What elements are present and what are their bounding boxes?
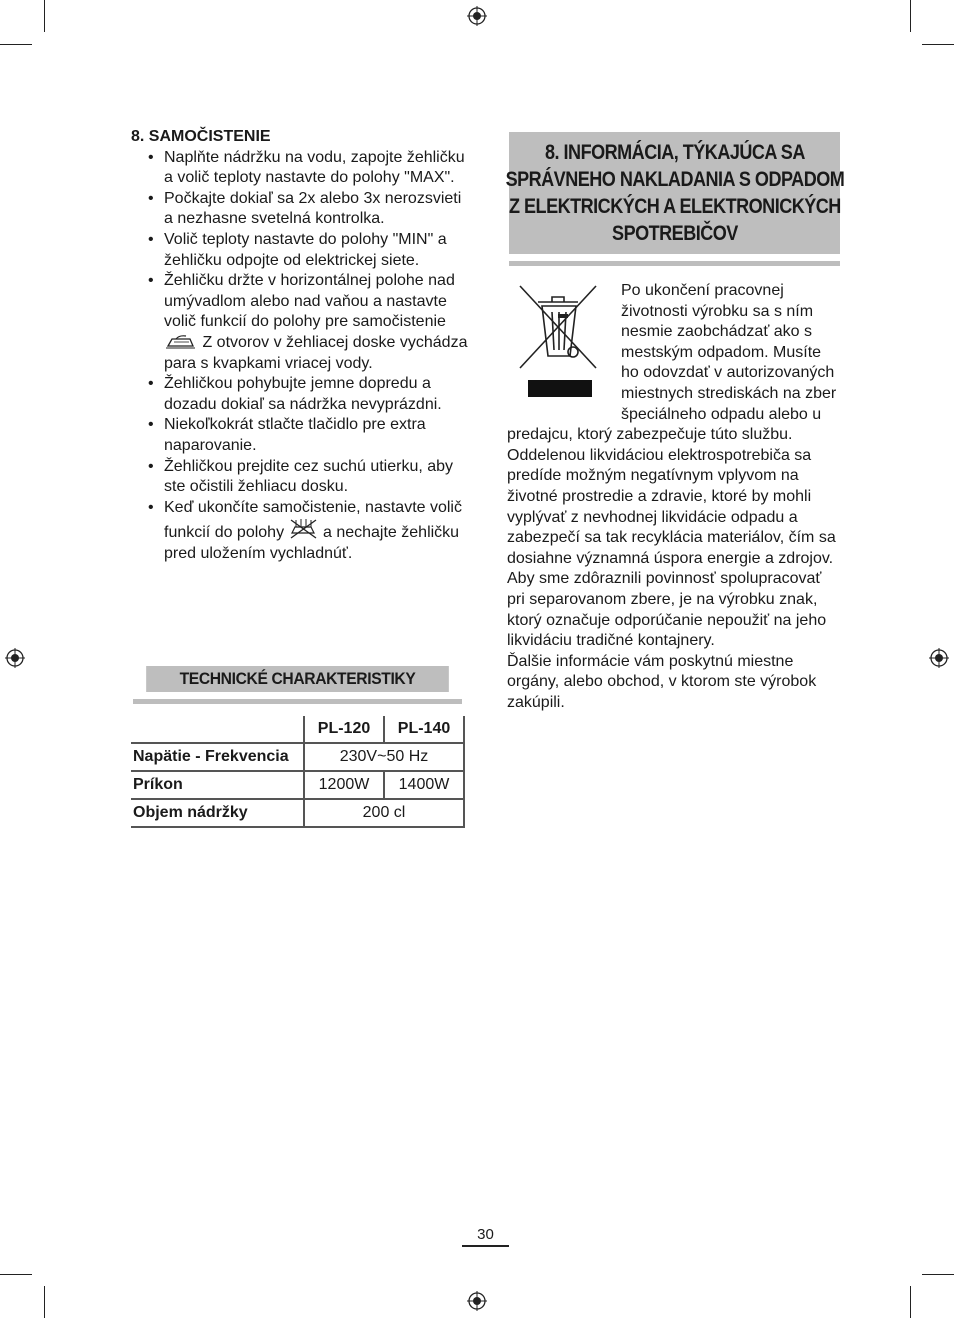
registration-mark-icon	[467, 1291, 487, 1311]
row-label: Napätie - Frekvencia	[131, 743, 304, 771]
list-item: • Žehličkou pohybujte jemne dopredu a dozadu dokiaľ sa nádržka nevyprázdni.	[131, 374, 471, 415]
registration-mark-icon	[467, 6, 487, 26]
self-clean-icon	[164, 334, 198, 350]
table-header: PL-140	[384, 716, 464, 743]
instruction-list	[131, 148, 471, 565]
list-item: • Naplňte nádržku na vodu, zapojte žehličku a volič teploty nastavte do polohy "MAX".	[131, 148, 471, 189]
list-item: • Niekoľkokrát stlačte tlačidlo pre extra naparovanie.	[131, 415, 471, 456]
list-item-text: a nechajte žehličku pred uložením vychladnúť.	[164, 524, 460, 562]
list-item-text: Žehličku držte v horizontálnej polohe nad umývadlom alebo nad vaňou a nastavte volič funkcií do polohy pre samočistenie	[164, 272, 455, 331]
crop-mark	[910, 0, 911, 32]
list-item-text: Z otvorov v žehliacej doske vychádza para s kvapkami vriacej vody.	[164, 333, 468, 372]
divider	[133, 699, 462, 704]
heading-line: SPRÁVNEHO NAKLADANIA S ODPADOM	[505, 168, 844, 191]
crop-mark	[0, 44, 32, 45]
icon-spacer	[507, 281, 621, 425]
table-cell: 200 cl	[304, 799, 464, 827]
list-item	[131, 271, 471, 374]
tech-specs-heading: TECHNICKÉ CHARAKTERISTIKY	[146, 666, 449, 692]
table-row	[131, 743, 464, 771]
row-label: Príkon	[131, 771, 304, 799]
table-cell: 1400W	[384, 771, 464, 799]
table-cell	[131, 716, 304, 743]
heading-line: 8. INFORMÁCIA, TÝKAJÚCA SA	[544, 141, 805, 164]
table-header: PL-120	[304, 716, 384, 743]
registration-mark-icon	[929, 648, 949, 668]
crop-mark	[44, 1286, 45, 1318]
table-cell: 230V~50 Hz	[304, 743, 464, 771]
spec-table	[131, 716, 465, 828]
list-item	[131, 498, 471, 565]
list-item: • Žehličkou prejdite cez suchú utierku, aby ste očistili žehliacu dosku.	[131, 457, 471, 498]
self-cleaning-section	[131, 127, 471, 564]
table-cell: 1200W	[304, 771, 384, 799]
disposal-info-heading	[505, 132, 844, 254]
list-item: • Volič teploty nastavte do polohy "MIN" a žehličku odpojte od elektrickej siete.	[131, 230, 471, 271]
list-item-text: Keď ukončíte samočistenie, nastavte volič funkcií do polohy	[164, 498, 462, 542]
paragraph: Po ukončení pracovnej životnosti výrobku sa s ním nesmie zaobchádzať ako s mestským odpadom. Musíte ho odovzdať v autorizovaných miestnych strediskách na zber špeciálneho odpadu alebo u predajcu, ktorý zabezpečuje túto službu. Oddelenou likvidáciou elektrospotrebiča sa predíde možným negatívnym vplyvom na životné prostredie a zdravie, ktoré by mohli vyplývať z nevhodnej likvidácie odpadu a zabezpečí sa tak recyklácia materiálov, čím sa dosiahne významná úspora energie a zdrojov.	[507, 282, 837, 567]
disposal-text	[507, 281, 843, 713]
heading-line: Z ELEKTRICKÝCH A ELEKTRONICKÝCH	[508, 195, 841, 218]
heading-text	[505, 139, 844, 247]
paragraph: Ďalšie informácie vám poskytnú miestne orgány, alebo obchod, v ktorom ste výrobok zakúpili.	[507, 652, 817, 711]
paragraph: Aby sme zdôraznili povinnosť spolupracovať pri separovanom zbere, je na výrobku znak, ktorý označuje odporúčanie nepoužiť na jeho likvidáciu tradičné kontajnery.	[507, 570, 827, 650]
crop-mark	[0, 1274, 32, 1275]
crop-mark	[922, 1274, 954, 1275]
crop-mark	[44, 0, 45, 32]
row-label: Objem nádržky	[131, 799, 304, 827]
heading-line: SPOTREBIČOV	[611, 222, 738, 245]
divider	[509, 261, 840, 266]
crop-mark	[910, 1286, 911, 1318]
list-item: • Počkajte dokiaľ sa 2x alebo 3x nerozsvieti a nezhasne svetelná kontrolka.	[131, 189, 471, 230]
registration-mark-icon	[5, 648, 25, 668]
no-steam-icon	[289, 518, 319, 540]
crop-mark	[922, 44, 954, 45]
section-heading: 8. SAMOČISTENIE	[131, 128, 271, 145]
table-header-row	[131, 716, 464, 743]
table-row	[131, 799, 464, 827]
page-number: 30	[462, 1225, 509, 1247]
table-row	[131, 771, 464, 799]
